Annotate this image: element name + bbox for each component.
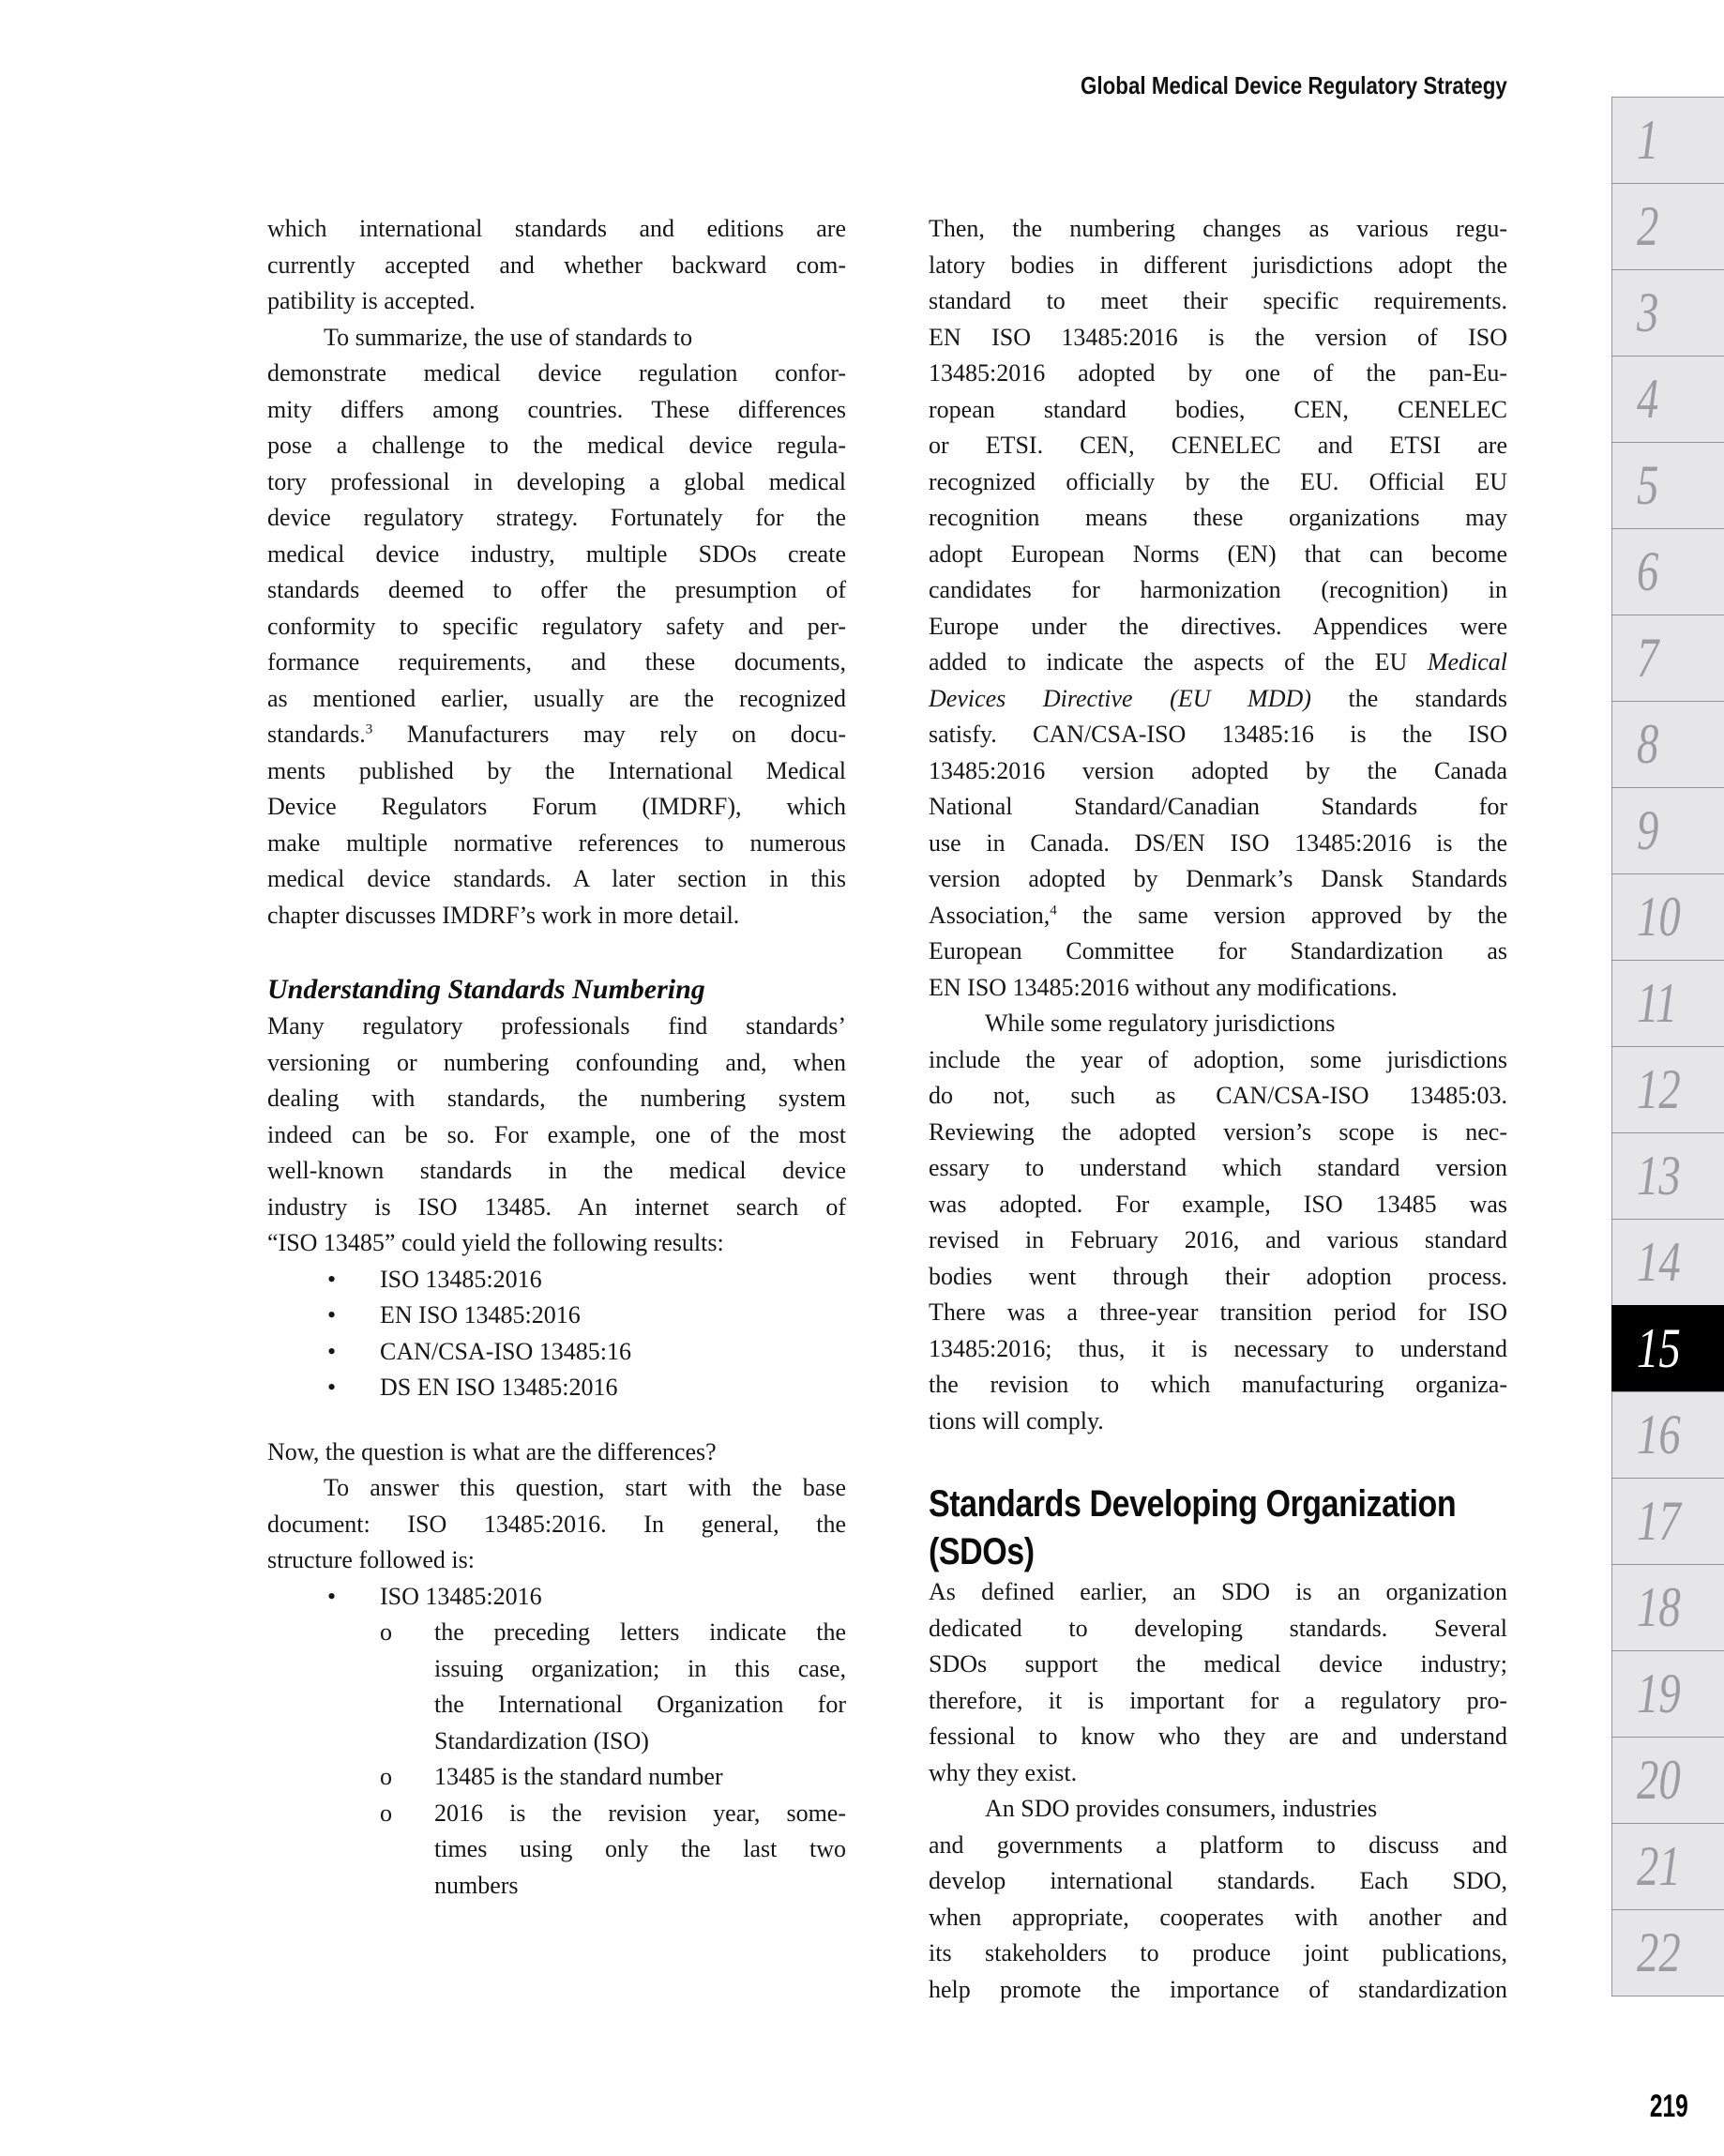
- chapter-tab-number: 15: [1637, 1317, 1681, 1379]
- chapter-tab-number: 7: [1637, 627, 1659, 689]
- page-number: [1501, 2088, 1688, 2125]
- text-line: recognized officially by the EU. Official EU: [929, 467, 1507, 495]
- text-line: EN ISO 13485:2016 without any modifications.: [929, 973, 1398, 1001]
- list-item: [267, 1262, 846, 1298]
- chapter-tab-4: [1611, 356, 1724, 443]
- subsection-heading: [267, 971, 846, 1009]
- text-line: SDOs support the medical device industry;: [929, 1650, 1507, 1678]
- chapter-tab-number: 19: [1637, 1663, 1681, 1724]
- bullet-marker: o: [380, 1618, 392, 1646]
- paragraph: [929, 1006, 1507, 1439]
- list-item-text: [434, 1759, 846, 1796]
- chapter-tab-number: 5: [1637, 454, 1659, 516]
- text-line: Standardization (ISO): [434, 1726, 649, 1754]
- text-line: latory bodies in different jurisdictions adopt the: [929, 251, 1507, 279]
- list-item: [267, 1334, 846, 1371]
- chapter-tab-3: [1611, 269, 1724, 357]
- text-line: satisfy. CAN/CSA-ISO 13485:16 is the ISO: [929, 721, 1507, 748]
- text-line: standards.$^3$ Manufacturers may rely on docu-: [267, 721, 846, 748]
- heading-text: Standards Developing Organization: [929, 1483, 1457, 1525]
- heading-line: [929, 1528, 1507, 1576]
- chapter-tab-16: [1611, 1391, 1724, 1479]
- paragraph: [267, 1009, 846, 1262]
- chapter-tab-number: 12: [1637, 1058, 1681, 1120]
- text-line: ISO 13485:2016: [380, 1265, 542, 1293]
- chapter-tab-5: [1611, 442, 1724, 529]
- text-line: make multiple normative references to numerous: [267, 828, 846, 857]
- section-heading: [929, 1480, 1507, 1576]
- text-line: which international standards and editions are: [267, 215, 846, 242]
- text-line: chapter discusses IMDRF’s work in more detail.: [267, 901, 740, 929]
- chapter-tab-8: [1611, 701, 1724, 788]
- page-number-text: 219: [1650, 2088, 1688, 2124]
- list-item: [267, 1579, 846, 1616]
- heading-line: [929, 1480, 1507, 1528]
- chapter-tab-6: [1611, 528, 1724, 615]
- text-line: demonstrate medical device regulation confor-: [267, 359, 846, 387]
- text-line: There was a three-year transition period for ISO: [929, 1298, 1507, 1326]
- running-head-text: Global Medical Device Regulatory Strategy: [1081, 71, 1507, 99]
- text-line: standards deemed to offer the presumption of: [267, 576, 846, 603]
- text-line: include the year of adoption, some jurisdictions: [929, 1045, 1507, 1073]
- chapter-tab-number: 22: [1637, 1921, 1681, 1983]
- chapter-tab-number: 20: [1637, 1749, 1681, 1811]
- list-item: [267, 1370, 846, 1406]
- text-line: revised in February 2016, and various standard: [929, 1226, 1507, 1253]
- bullet-marker: •: [327, 1374, 337, 1401]
- text-line: To summarize, the use of standards to: [324, 323, 693, 351]
- text-line: 13485:2016 adopted by one of the pan-Eu-: [929, 359, 1507, 387]
- text-line: An SDO provides consumers, industries: [985, 1795, 1378, 1822]
- text-line: indeed can be so. For example, one of the most: [267, 1120, 846, 1148]
- text-line: the revision to which manufacturing organiza-: [929, 1371, 1507, 1398]
- text-line: DS EN ISO 13485:2016: [380, 1374, 618, 1401]
- text-line: as mentioned earlier, usually are the recognized: [267, 684, 846, 712]
- text-line: device regulatory strategy. Fortunately for the: [267, 504, 846, 531]
- chapter-tab-18: [1611, 1564, 1724, 1651]
- text-line: tions will comply.: [929, 1406, 1104, 1435]
- chapter-tab-number: 13: [1637, 1145, 1681, 1207]
- text-line: Devices Directive (EU MDD) the standards: [929, 684, 1507, 712]
- chapter-tab-17: [1611, 1478, 1724, 1565]
- text-line: versioning or numbering confounding and, when: [267, 1048, 846, 1076]
- chapter-tab-number: 3: [1637, 281, 1659, 343]
- text-line: the preceding letters indicate the: [434, 1618, 846, 1646]
- text-line: its stakeholders to produce joint publications,: [929, 1939, 1507, 1966]
- text-line: conformity to specific regulatory safety and per-: [267, 612, 846, 640]
- paragraph: [929, 1574, 1507, 1791]
- text-line: ments published by the International Medical: [267, 756, 846, 784]
- list-item: [267, 1759, 846, 1796]
- bullet-list: [267, 1262, 846, 1406]
- chapter-tab-number: 2: [1637, 195, 1659, 257]
- paragraph: [929, 1791, 1507, 2008]
- text-line: National Standard/Canadian Standards for: [929, 793, 1507, 820]
- text-line: issuing organization; in this case,: [434, 1654, 846, 1682]
- chapter-tab-number: 4: [1637, 368, 1659, 430]
- chapter-tab-number: 10: [1637, 886, 1681, 948]
- text-line: Reviewing the adopted version’s scope is nec-: [929, 1117, 1507, 1146]
- chapter-tab-22: [1611, 1909, 1724, 1997]
- text-line: medical device industry, multiple SDOs create: [267, 539, 846, 568]
- bullet-marker: o: [380, 1799, 392, 1827]
- text-line: medical device standards. A later section in this: [267, 865, 846, 892]
- text-line: version adopted by Denmark’s Dansk Standards: [929, 865, 1507, 892]
- chapter-tab-number: 21: [1637, 1835, 1681, 1897]
- text-line: essary to understand which standard version: [929, 1154, 1507, 1181]
- list-item: [267, 1615, 846, 1759]
- paragraph: [267, 320, 846, 934]
- paragraph: [267, 1435, 846, 1471]
- chapter-tab-15: [1611, 1305, 1724, 1392]
- chapter-tab-9: [1611, 787, 1724, 874]
- list-item-text: [434, 1615, 846, 1759]
- text-line: well-known standards in the medical device: [267, 1157, 846, 1184]
- text-line: help promote the importance of standardization: [929, 1975, 1507, 2003]
- text-line: bodies went through their adoption process.: [929, 1262, 1507, 1290]
- text-line: formance requirements, and these documents,: [267, 648, 846, 676]
- text-line: 13485:2016 version adopted by the Canada: [929, 756, 1507, 784]
- text-line: patibility is accepted.: [267, 287, 476, 314]
- text-line: added to indicate the aspects of the EU Medical: [929, 648, 1507, 676]
- text-line: 2016 is the revision year, some-: [434, 1799, 846, 1827]
- heading-line: Understanding Standards Numbering: [267, 974, 705, 1005]
- text-line: pose a challenge to the medical device regula-: [267, 432, 846, 459]
- chapter-tab-10: [1611, 873, 1724, 961]
- text-line: To answer this question, start with the base: [324, 1474, 846, 1501]
- chapter-tab-number: 17: [1637, 1490, 1681, 1552]
- text-line: standard to meet their specific requirements.: [929, 287, 1507, 314]
- chapter-tab-number: 9: [1637, 799, 1659, 861]
- text-line: develop international standards. Each SDO,: [929, 1867, 1507, 1894]
- text-line: times using only the last two: [434, 1835, 846, 1862]
- text-line: Device Regulators Forum (IMDRF), which: [267, 793, 846, 820]
- chapter-tab-2: [1611, 183, 1724, 270]
- bullet-marker: •: [327, 1265, 337, 1293]
- chapter-tab-19: [1611, 1650, 1724, 1738]
- text-line: was adopted. For example, ISO 13485 was: [929, 1190, 1507, 1218]
- text-line: Now, the question is what are the differences?: [267, 1437, 717, 1465]
- chapter-tab-number: 18: [1637, 1576, 1681, 1638]
- bullet-marker: •: [327, 1582, 337, 1610]
- text-line: EN ISO 13485:2016: [380, 1301, 581, 1329]
- text-line: ISO 13485:2016: [380, 1582, 542, 1610]
- chapter-tab-number: 6: [1637, 540, 1659, 602]
- bullet-marker: o: [380, 1763, 392, 1790]
- text-line: mity differs among countries. These differences: [267, 395, 846, 423]
- chapter-tab-number: 11: [1637, 972, 1678, 1034]
- paragraph: [267, 1470, 846, 1579]
- list-item: [267, 1298, 846, 1334]
- list-item-text: [380, 1370, 846, 1406]
- text-line: document: ISO 13485:2016. In general, the: [267, 1510, 846, 1538]
- paragraph: [267, 211, 846, 320]
- text-line: CAN/CSA-ISO 13485:16: [380, 1337, 631, 1365]
- text-line: tory professional in developing a global medical: [267, 467, 846, 495]
- text-line: Association,$^4$ the same version approved by the: [929, 901, 1507, 929]
- list-item-text: [380, 1262, 846, 1298]
- text-line: industry is ISO 13485. An internet search of: [267, 1192, 846, 1221]
- chapter-tab-number: 1: [1637, 109, 1659, 171]
- text-line: ropean standard bodies, CEN, CENELEC: [929, 395, 1507, 423]
- text-line: Many regulatory professionals find standards’: [267, 1012, 846, 1040]
- bullet-marker: •: [327, 1301, 337, 1329]
- text-line: numbers: [434, 1871, 519, 1899]
- heading-text: (SDOs): [929, 1531, 1035, 1572]
- text-line: candidates for harmonization (recognition) in: [929, 576, 1507, 603]
- list-item-text: [380, 1334, 846, 1371]
- text-line: why they exist.: [929, 1758, 1078, 1786]
- text-line: use in Canada. DS/EN ISO 13485:2016 is the: [929, 828, 1507, 857]
- text-line: dealing with standards, the numbering system: [267, 1085, 846, 1112]
- list-item: [267, 1796, 846, 1905]
- chapter-tab-12: [1611, 1046, 1724, 1133]
- chapter-tab-14: [1611, 1219, 1724, 1306]
- bullet-marker: •: [327, 1337, 337, 1365]
- list-item-text: [380, 1579, 846, 1616]
- chapter-tab-20: [1611, 1737, 1724, 1824]
- text-line: 13485 is the standard number: [434, 1763, 723, 1790]
- text-line: the International Organization for: [434, 1691, 846, 1718]
- chapter-tab-11: [1611, 960, 1724, 1047]
- text-column-left: [267, 211, 846, 1904]
- text-line: currently accepted and whether backward com-: [267, 251, 846, 279]
- text-line: While some regulatory jurisdictions: [985, 1010, 1336, 1037]
- text-line: dedicated to developing standards. Several: [929, 1614, 1507, 1642]
- text-line: and governments a platform to discuss and: [929, 1830, 1507, 1859]
- text-line: when appropriate, cooperates with another and: [929, 1903, 1507, 1931]
- text-line: or ETSI. CEN, CENELEC and ETSI are: [929, 432, 1507, 459]
- running-head: [267, 71, 1507, 100]
- text-line: structure followed is:: [267, 1546, 475, 1573]
- text-line: recognition means these organizations may: [929, 504, 1507, 531]
- paragraph: [929, 211, 1507, 1006]
- text-line: 13485:2016; thus, it is necessary to understand: [929, 1334, 1507, 1362]
- vertical-spacer: [267, 1406, 846, 1435]
- text-line: European Committee for Standardization as: [929, 937, 1507, 964]
- chapter-tab-rail: [1611, 97, 1724, 1997]
- text-line: As defined earlier, an SDO is an organization: [929, 1578, 1507, 1605]
- list-item-text: [380, 1298, 846, 1334]
- chapter-tab-13: [1611, 1132, 1724, 1220]
- chapter-tab-number: 16: [1637, 1404, 1681, 1465]
- chapter-tab-number: 8: [1637, 713, 1659, 775]
- bullet-list: [267, 1579, 846, 1905]
- list-item-text: [434, 1796, 846, 1905]
- text-line: therefore, it is important for a regulatory pro-: [929, 1686, 1507, 1714]
- chapter-tab-7: [1611, 615, 1724, 702]
- chapter-tab-21: [1611, 1823, 1724, 1910]
- text-column-right: [929, 211, 1507, 2008]
- text-line: do not, such as CAN/CSA-ISO 13485:03.: [929, 1082, 1507, 1109]
- chapter-tab-1: [1611, 97, 1724, 184]
- text-line: adopt European Norms (EN) that can become: [929, 539, 1507, 568]
- chapter-tab-number: 14: [1637, 1231, 1681, 1293]
- text-line: fessional to know who they are and understand: [929, 1723, 1507, 1750]
- text-line: “ISO 13485” could yield the following results:: [267, 1229, 724, 1256]
- text-line: EN ISO 13485:2016 is the version of ISO: [929, 323, 1507, 351]
- text-line: Europe under the directives. Appendices were: [929, 612, 1507, 640]
- text-line: Then, the numbering changes as various regu-: [929, 215, 1507, 242]
